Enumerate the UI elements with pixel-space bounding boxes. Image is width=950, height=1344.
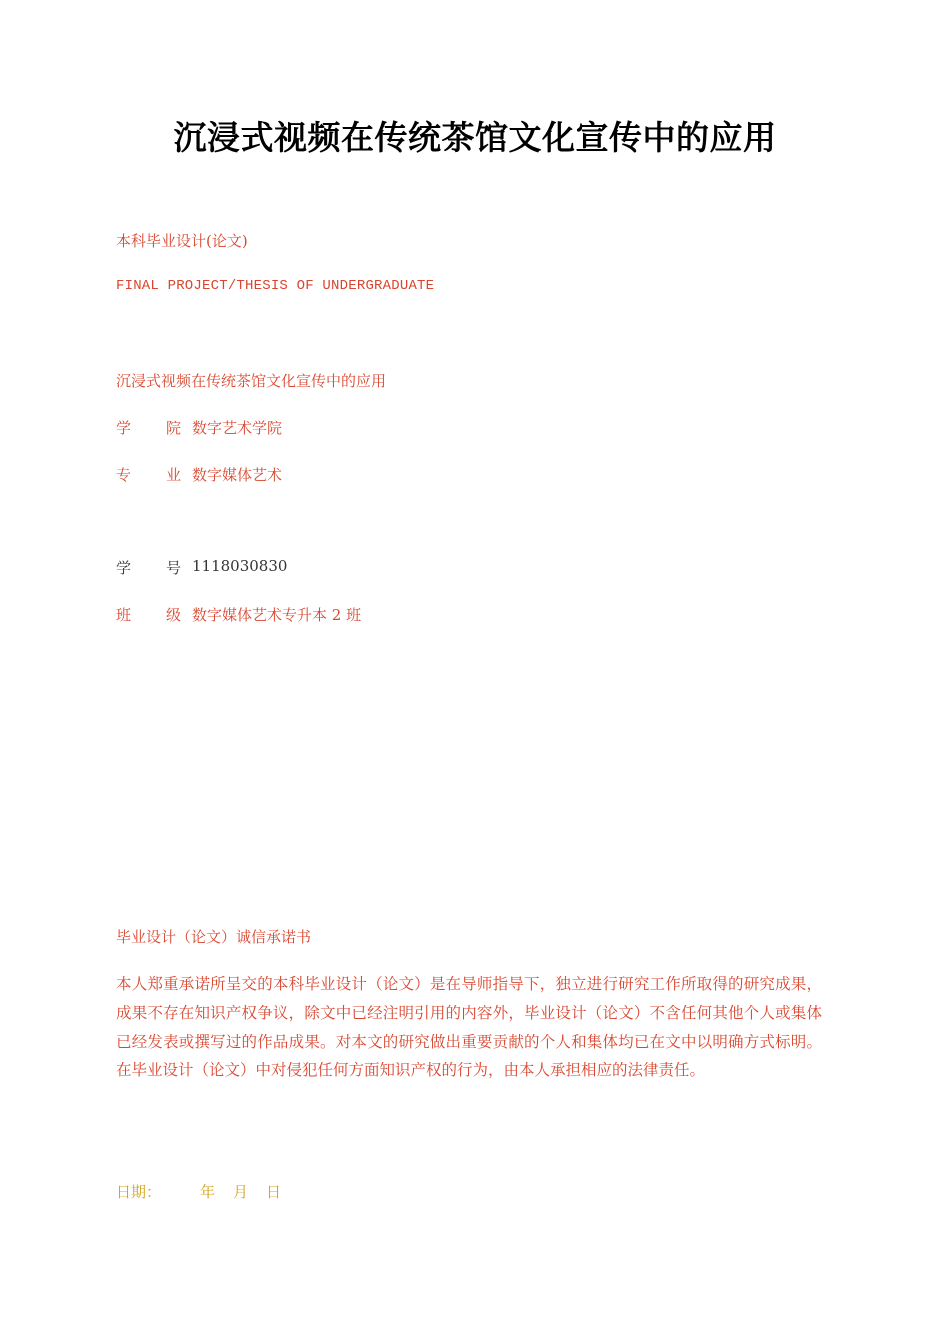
date-day: 日: [266, 1183, 282, 1201]
date-year: 年: [200, 1183, 216, 1201]
class-label-1: 班: [116, 606, 132, 624]
date-month: 月: [233, 1183, 249, 1201]
major-label-2: 业: [166, 466, 182, 484]
degree-type-english: FINAL PROJECT/THESIS OF UNDERGRADUATE: [116, 278, 435, 294]
college-label-2: 院: [166, 419, 182, 437]
pledge-body: 本人郑重承诺所呈交的本科毕业设计（论文）是在导师指导下，独立进行研究工作所取得的研究成果，成果不存在知识产权争议，除文中已经注明引用的内容外，毕业设计（论文）不含任何其他个人或集体已经发表或撰写过的作品成果。对本文的研究做出重要贡献的个人和集体均已在文中以明确方式标明。在毕业设计（论文）中对侵犯任何方面知识产权的行为，由本人承担相应的法律责任。: [116, 975, 822, 1080]
class-field: [116, 604, 361, 625]
class-label-2: 级: [166, 606, 182, 624]
major-value: 数字媒体艺术: [192, 466, 283, 484]
degree-type: 本科毕业设计(论文): [116, 232, 248, 250]
college-field: [116, 417, 282, 438]
major-label-1: 专: [116, 466, 132, 484]
date-line: [116, 1181, 281, 1202]
pledge-heading: 毕业设计（论文）诚信承诺书: [116, 928, 312, 946]
student-id-label-1: 学: [116, 559, 132, 577]
class-value: 数字媒体艺术专升本 2 班: [192, 606, 362, 624]
student-id-label-2: 号: [166, 559, 182, 577]
college-label-1: 学: [116, 419, 132, 437]
major-field: [116, 464, 282, 485]
college-value: 数字艺术学院: [192, 419, 283, 437]
date-label: 日期：: [116, 1183, 162, 1201]
page-title: 沉浸式视频在传统茶馆文化宣传中的应用: [173, 118, 777, 157]
student-id-field: [116, 557, 287, 578]
thesis-title: 沉浸式视频在传统茶馆文化宣传中的应用: [116, 372, 387, 390]
student-id-value: 1118030830: [192, 557, 288, 575]
